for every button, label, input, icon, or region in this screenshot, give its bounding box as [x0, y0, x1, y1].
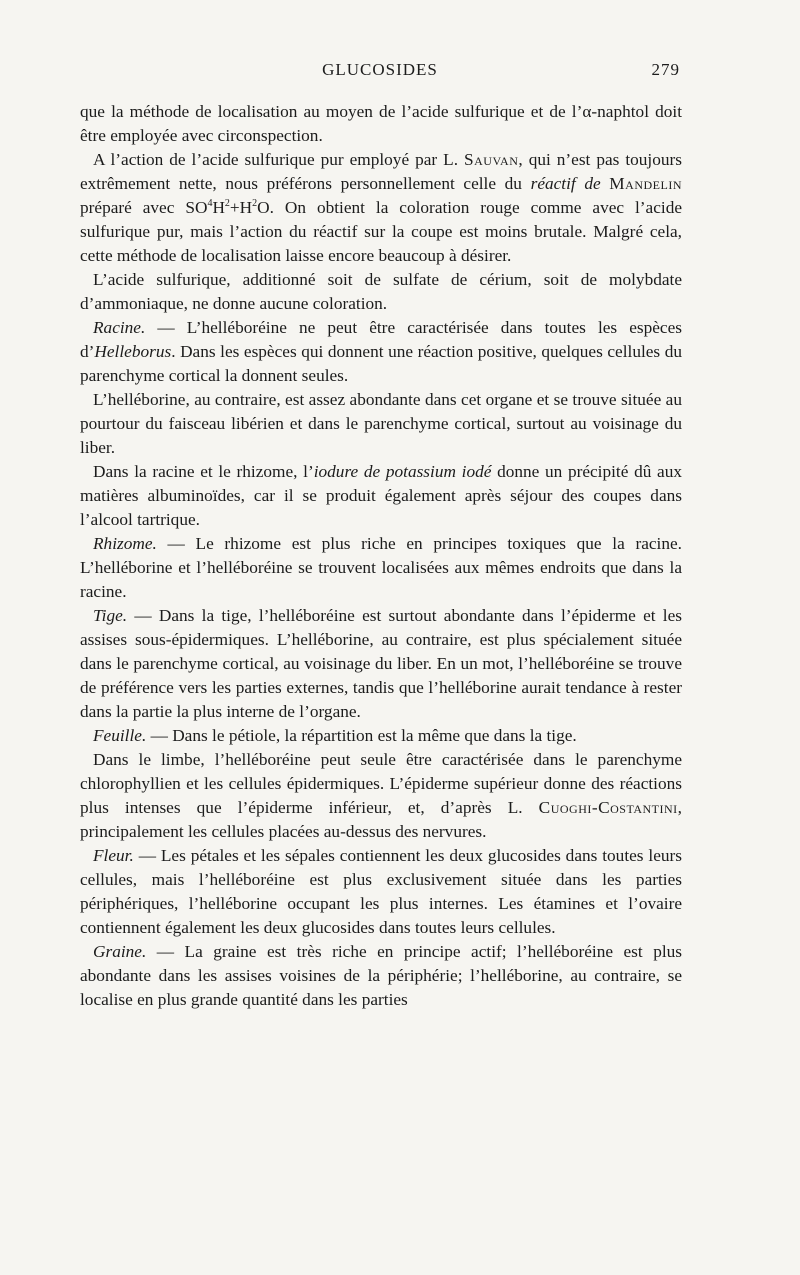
paragraph-6: Dans la racine et le rhizome, l’iodure de potassium iodé donne un précipité dû aux matières albuminoïdes, car il se produit également après séjour des coupes dans l’alcool tartrique.: [80, 462, 682, 529]
author-name: Sauvan: [464, 150, 519, 169]
paragraph-rhizome: Rhizome. — Le rhizome est plus riche en principes toxiques que la racine. L’helléborine et l’helléboréine se trouvent localisées aux mêmes endroits que dans la racine.: [80, 534, 682, 601]
paragraph-10: Dans le limbe, l’helléboréine peut seule être caractérisée dans le parenchyme chlorophyllien et les cellules épidermiques. L’épiderme supérieur donne des réactions plus intenses que l’épiderme inférieur, et, d’après L. Cuoghi-Costantini, principalement les cellules placées au-dessus des nervures.: [80, 750, 682, 841]
paragraph-1: que la méthode de localisation au moyen de l’acide sulfurique et de l’α-naphtol doit être employée avec circonspection.: [80, 102, 682, 145]
author-name: Cuoghi-Costantini: [538, 798, 678, 817]
section-lead: Racine.: [93, 318, 146, 337]
section-lead: Tige.: [93, 606, 128, 625]
page-header: [80, 60, 680, 86]
author-name: Mandelin: [609, 174, 682, 193]
paragraph-racine: Racine. — L’helléboréine ne peut être caractérisée dans toutes les espèces d’Helleborus. Dans les espèces qui donnent une réaction positive, quelques cellules du parenchyme cortical la donnent seules.: [80, 318, 682, 385]
paragraph-3: L’acide sulfurique, additionné soit de sulfate de cérium, soit de molybdate d’ammoniaque, ne donne aucune coloration.: [80, 270, 682, 313]
running-title: GLUCOSIDES: [322, 60, 438, 79]
paragraph-tige: Tige. — Dans la tige, l’helléboréine est surtout abondante dans l’épiderme et les assises sous-épidermiques. L’helléborine, au contraire, est plus spécialement située dans le parenchyme cortical, au voisinage du liber. En un mot, l’helléboréine se trouve de préférence vers les parties externes, tandis que l’helléborine aurait tendance à rester dans la partie la plus interne de l’organe.: [80, 606, 682, 721]
body-text: [80, 100, 682, 1012]
paragraph-5: L’helléborine, au contraire, est assez abondante dans cet organe et se trouve située au pourtour du faisceau libérien et dans le parenchyme cortical, surtout au voisinage du liber.: [80, 390, 682, 457]
page-number: 279: [651, 60, 680, 79]
paragraph-graine: Graine. — La graine est très riche en principe actif; l’helléboréine est plus abondante dans les assises voisines de la périphérie; l’helléborine, au contraire, se localise en plus grande quantité dans les parties: [80, 942, 682, 1009]
section-lead: Rhizome.: [93, 534, 157, 553]
section-lead: Feuille.: [93, 726, 147, 745]
paragraph-feuille: Feuille. — Dans le pétiole, la répartition est la même que dans la tige.: [93, 726, 577, 745]
paragraph-fleur: Fleur. — Les pétales et les sépales contiennent les deux glucosides dans toutes leurs cellules, mais l’helléboréine est plus exclusivement située dans les parties périphériques, l’helléborine occupant les plus internes. Les étamines et l’ovaire contiennent également les deux glucosides dans toutes leurs cellules.: [80, 846, 682, 937]
section-lead: Fleur.: [93, 846, 134, 865]
paragraph-2: A l’action de l’acide sulfurique pur employé par L. Sauvan, qui n’est pas toujours extrêmement nette, nous préférons personnellement celle du réactif de Mandelin préparé avec $SO^4H^2+H^2O$. On obtient la coloration rouge comme avec l’acide sulfurique pur, mais l’action du réactif sur la coupe est moins brutale. Malgré cela, cette méthode de localisation laisse encore beaucoup à désirer.: [80, 150, 683, 265]
section-lead: Graine.: [93, 942, 147, 961]
